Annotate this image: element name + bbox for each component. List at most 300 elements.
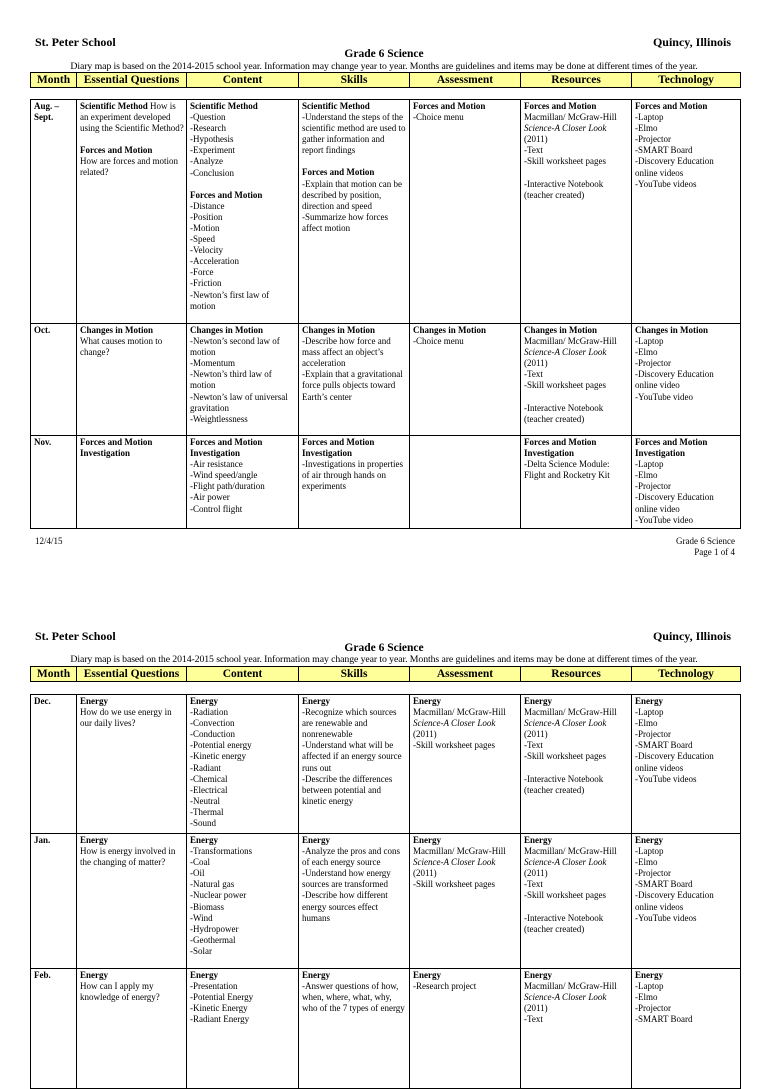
block-heading: Energy: [524, 970, 552, 980]
month-cell: [31, 834, 77, 969]
eq-cell: [77, 834, 187, 969]
block-line: -Distance: [190, 200, 225, 211]
book-title: Science-A Closer Look: [524, 857, 607, 868]
doc-note: Diary map is based on the 2014-2015 school year. Information may change year to year. Months are guidelines and items may be done at different times of the year.: [70, 654, 698, 665]
block-line: (2011): [524, 358, 548, 369]
block-line: Macmillan/ McGraw-Hill: [524, 112, 617, 123]
block-line: -Describe the differences between potential and kinetic energy: [302, 773, 393, 806]
block-line: -Air resistance: [190, 459, 243, 470]
block-heading: Forces and Motion: [302, 167, 375, 178]
cell-block: [413, 835, 518, 890]
col-assessment: Assessment: [410, 73, 521, 88]
city-name: Quincy, Illinois: [652, 629, 731, 643]
block-line: -Describe how different energy sources effect humans: [302, 890, 388, 923]
block-line: -Laptop: [635, 707, 664, 718]
cell-block: [413, 696, 518, 751]
month-label: Oct.: [34, 325, 51, 335]
block-line: -Delta Science Module: Flight and Rocketry Kit: [524, 459, 610, 481]
content-cell: [187, 324, 299, 436]
block-line: -Oil: [190, 868, 205, 879]
book-title: Science-A Closer Look: [524, 123, 607, 134]
eq-cell: [77, 100, 187, 324]
content-cell: [187, 436, 299, 529]
month-label: Feb.: [34, 970, 51, 980]
block-line: (2011): [413, 868, 437, 879]
month-label: Dec.: [34, 696, 51, 706]
book-title: Science-A Closer Look: [524, 347, 607, 358]
block-line: -Nuclear power: [190, 890, 247, 901]
block-heading: Changes in Motion: [413, 325, 487, 335]
block-line: Macmillan/ McGraw-Hill: [524, 981, 617, 992]
block-line: -Elmo: [635, 718, 658, 729]
cell-block: [635, 835, 738, 924]
cell-block: [80, 325, 184, 358]
cell-block: [302, 325, 407, 403]
block-line: -Convection: [190, 718, 235, 729]
col-resources: Resources: [521, 667, 632, 682]
block-line: How can I apply my knowledge of energy?: [80, 981, 160, 1003]
eq-cell: [77, 695, 187, 834]
block-line: [524, 168, 629, 179]
cell-block: [80, 970, 184, 1003]
col-assessment: Assessment: [410, 667, 521, 682]
block-line: -Explain that a gravitational force pulls objects toward Earth’s center: [302, 369, 403, 402]
block-line: -Electrical: [190, 784, 228, 795]
block-line: Macmillan/ McGraw-Hill: [413, 707, 506, 718]
block-line: -Motion: [190, 222, 220, 233]
table-row: [31, 324, 741, 436]
book-title: Science-A Closer Look: [413, 857, 496, 868]
block-line: -Experiment: [190, 145, 235, 156]
block-heading: Scientific Method: [80, 101, 148, 111]
block-line: -Radiant Energy: [190, 1014, 250, 1025]
school-name: St. Peter School: [35, 35, 116, 49]
block-line: -Elmo: [635, 347, 658, 358]
block-line: How is energy involved in the changing of matter?: [80, 846, 176, 868]
cell-block: [413, 101, 518, 123]
column-header-bar: [30, 666, 741, 682]
book-title: Science-A Closer Look: [413, 718, 496, 729]
cell-block: [413, 970, 518, 992]
block-line: -Wind: [190, 912, 213, 923]
block-inline-text: How is an experiment developed using the Scientific Method?: [80, 101, 184, 134]
block-line: -Flight path/duration: [190, 481, 265, 492]
block-line: -Control flight: [190, 503, 243, 514]
skills-cell: [299, 834, 410, 969]
block-line: -Text: [524, 369, 543, 380]
cell-block: [80, 437, 184, 459]
block-line: -Friction: [190, 278, 222, 289]
block-line: -Interactive Notebook (teacher created): [524, 773, 604, 795]
assessment-cell: [410, 834, 521, 969]
block-heading: Energy: [190, 970, 218, 980]
block-heading: Changes in Motion: [80, 325, 154, 335]
block-line: -Radiation: [190, 707, 228, 718]
block-heading: Energy: [190, 835, 218, 845]
block-line: -Question: [190, 112, 226, 123]
cell-block: [524, 101, 629, 201]
cell-block: [302, 970, 407, 1014]
block-line: -Force: [190, 267, 214, 278]
col-skills: Skills: [299, 73, 410, 88]
block-line: -Coal: [190, 857, 210, 868]
block-line: -Discovery Education online video: [635, 492, 714, 514]
block-line: -Interactive Notebook (teacher created): [524, 912, 604, 934]
block-line: -Research project: [413, 981, 477, 992]
cell-block: [635, 437, 738, 526]
cell-block: [635, 101, 738, 190]
block-line: -SMART Board: [635, 145, 693, 156]
cell-block: [302, 101, 407, 156]
block-heading: Energy: [635, 696, 663, 706]
content-cell: [187, 100, 299, 324]
month-cell: [31, 969, 77, 1089]
table-row: [31, 969, 741, 1089]
skills-cell: [299, 695, 410, 834]
block-line: -YouTube videos: [635, 178, 697, 189]
block-line: -Projector: [635, 868, 671, 879]
block-line: (2011): [524, 868, 548, 879]
book-title: Science-A Closer Look: [524, 992, 607, 1003]
block-line: -Laptop: [635, 981, 664, 992]
block-line: -Skill worksheet pages: [524, 380, 606, 391]
block-line: -Projector: [635, 481, 671, 492]
block-line: -Neutral: [190, 795, 220, 806]
block-line: -YouTube video: [635, 391, 694, 402]
block-line: -Skill worksheet pages: [524, 751, 606, 762]
block-heading: Energy: [413, 835, 441, 845]
cell-block: [524, 696, 629, 796]
block-line: -Velocity: [190, 245, 223, 256]
block-line: Macmillan/ McGraw-Hill: [524, 336, 617, 347]
block-line: -Solar: [190, 945, 212, 956]
block-line: -Radiant: [190, 762, 221, 773]
block-line: -Sound: [190, 818, 217, 829]
block-line: -Presentation: [190, 981, 238, 992]
technology-cell: [632, 436, 741, 529]
skills-cell: [299, 969, 410, 1089]
block-line: -Newton’s first law of motion: [190, 289, 270, 311]
block-heading: Forces and Motion Investigation: [190, 437, 263, 459]
skills-cell: [299, 436, 410, 529]
block-heading: Energy: [524, 696, 552, 706]
block-line: -SMART Board: [635, 740, 693, 751]
block-line: -Laptop: [635, 459, 664, 470]
technology-cell: [632, 100, 741, 324]
block-heading: Energy: [190, 696, 218, 706]
block-line: -Natural gas: [190, 879, 235, 890]
block-heading: Energy: [80, 970, 108, 980]
month-label: Aug. –: [34, 101, 60, 111]
block-line: -Text: [524, 740, 543, 751]
block-line: -Momentum: [190, 358, 235, 369]
resources-cell: [521, 436, 632, 529]
block-heading: Forces and Motion: [190, 189, 263, 200]
cell-block: [80, 696, 184, 729]
table-row: [31, 695, 741, 834]
block-line: -Speed: [190, 234, 215, 245]
block-line: -SMART Board: [635, 1014, 693, 1025]
skills-cell: [299, 324, 410, 436]
col-essential-questions: Essential Questions: [77, 73, 187, 88]
resources-cell: [521, 100, 632, 324]
block-heading: Forces and Motion: [635, 101, 708, 111]
diary-table-page-2: [30, 694, 741, 1089]
table-row: [31, 436, 741, 529]
block-line: -Describe how force and mass affect an object’s acceleration: [302, 336, 391, 369]
block-heading: Energy: [302, 835, 330, 845]
technology-cell: [632, 969, 741, 1089]
block-line: [524, 902, 629, 913]
block-line: -Projector: [635, 1003, 671, 1014]
block-heading: Energy: [80, 835, 108, 845]
cell-block: [413, 325, 518, 347]
content-cell: [187, 695, 299, 834]
block-line: -Summarize how forces affect motion: [302, 211, 388, 233]
page-2: [0, 590, 768, 1024]
block-line: [524, 392, 629, 403]
block-line: -Kinetic energy: [190, 751, 247, 762]
block-line: -Conduction: [190, 729, 235, 740]
assessment-cell: [410, 969, 521, 1089]
block-line: -Elmo: [635, 857, 658, 868]
block-line: -Discovery Education online video: [635, 369, 714, 391]
block-line: -Hypothesis: [190, 134, 234, 145]
block-text: [80, 101, 184, 134]
block-line: -YouTube videos: [635, 773, 697, 784]
block-line: -Analyze the pros and cons of each energy source: [302, 846, 400, 868]
cell-block: [190, 437, 296, 515]
block-line: -Skill worksheet pages: [524, 890, 606, 901]
block-heading: Energy: [635, 970, 663, 980]
block-line: -Projector: [635, 134, 671, 145]
resources-cell: [521, 969, 632, 1089]
assessment-cell: [410, 100, 521, 324]
cell-block: [80, 101, 184, 134]
block-line: (2011): [524, 134, 548, 145]
block-line: -Explain that motion can be described by position, direction and speed: [302, 178, 402, 211]
cell-block: [190, 835, 296, 957]
cell-block: [302, 167, 407, 234]
cell-block: [80, 835, 184, 868]
column-header-bar: [30, 72, 741, 88]
block-line: Macmillan/ McGraw-Hill: [413, 846, 506, 857]
month-cell: [31, 324, 77, 436]
diary-table-page-1: [30, 99, 741, 529]
cell-block: [190, 325, 296, 425]
cell-block: [635, 696, 738, 785]
footer-date: 12/4/15: [35, 536, 63, 546]
block-heading: Energy: [302, 970, 330, 980]
block-line: (2011): [524, 729, 548, 740]
block-heading: Changes in Motion: [190, 325, 264, 335]
book-title: Science-A Closer Look: [524, 718, 607, 729]
block-line: -Text: [524, 1014, 543, 1025]
assessment-cell: [410, 695, 521, 834]
table-row: [31, 100, 741, 324]
block-line: -Elmo: [635, 123, 658, 134]
col-content: Content: [187, 73, 299, 88]
cell-block: [190, 970, 296, 1025]
block-line: -Newton’s law of universal gravitation: [190, 391, 288, 413]
block-line: -Interactive Notebook (teacher created): [524, 402, 604, 424]
month-label: Sept.: [34, 112, 54, 123]
block-line: -Text: [524, 879, 543, 890]
block-line: -Conclusion: [190, 167, 234, 178]
block-line: -Choice menu: [413, 336, 464, 347]
block-line: Macmillan/ McGraw-Hill: [524, 707, 617, 718]
cell-block: [302, 835, 407, 924]
block-heading: Forces and Motion: [80, 145, 153, 156]
block-line: -Weightlessness: [190, 413, 248, 424]
block-heading: Forces and Motion Investigation: [302, 437, 375, 459]
block-line: -YouTube videos: [635, 912, 697, 923]
technology-cell: [632, 324, 741, 436]
resources-cell: [521, 834, 632, 969]
technology-cell: [632, 695, 741, 834]
col-skills: Skills: [299, 667, 410, 682]
block-heading: Energy: [635, 835, 663, 845]
block-heading: Forces and Motion: [413, 101, 486, 111]
block-line: -Kinetic Energy: [190, 1003, 248, 1014]
cell-block: [302, 437, 407, 492]
block-line: -Laptop: [635, 112, 664, 123]
block-line: -Thermal: [190, 806, 224, 817]
block-line: -Hydropower: [190, 923, 239, 934]
block-line: -Potential energy: [190, 740, 252, 751]
month-cell: [31, 695, 77, 834]
footer-right: [676, 536, 735, 558]
block-line: (2011): [413, 729, 437, 740]
block-line: -Understand the steps of the scientific method are used to gather information and report findings: [302, 112, 406, 156]
block-line: -Elmo: [635, 992, 658, 1003]
block-line: -Laptop: [635, 846, 664, 857]
block-line: [524, 763, 629, 774]
col-technology: Technology: [632, 73, 741, 88]
block-line: -Investigations in properties of air through hands on experiments: [302, 459, 403, 492]
block-line: -Position: [190, 211, 223, 222]
table-row: [31, 834, 741, 969]
block-line: -Newton’s third law of motion: [190, 369, 272, 391]
technology-cell: [632, 834, 741, 969]
block-line: -Potential Energy: [190, 992, 254, 1003]
block-line: -Understand what will be affected if an energy source runs out: [302, 740, 402, 773]
col-month: Month: [31, 73, 77, 88]
block-heading: Forces and Motion Investigation: [635, 437, 708, 459]
block-heading: Changes in Motion: [302, 325, 376, 335]
resources-cell: [521, 695, 632, 834]
block-line: -Choice menu: [413, 112, 464, 123]
cell-block: [302, 696, 407, 807]
eq-cell: [77, 969, 187, 1089]
content-cell: [187, 834, 299, 969]
block-line: -Skill worksheet pages: [413, 740, 495, 751]
eq-cell: [77, 324, 187, 436]
cell-block: [190, 101, 296, 179]
doc-title: Grade 6 Science: [344, 642, 424, 654]
cell-block: [190, 696, 296, 829]
month-label: Jan.: [34, 835, 51, 845]
block-line: -Wind speed/angle: [190, 470, 258, 481]
eq-cell: [77, 436, 187, 529]
block-line: -Elmo: [635, 470, 658, 481]
block-line: -Skill worksheet pages: [524, 156, 606, 167]
block-line: -Analyze: [190, 156, 223, 167]
block-line: -Projector: [635, 729, 671, 740]
month-cell: [31, 100, 77, 324]
assessment-cell: [410, 436, 521, 529]
resources-cell: [521, 324, 632, 436]
block-line: -Laptop: [635, 336, 664, 347]
cell-block: [635, 325, 738, 403]
block-line: -Interactive Notebook (teacher created): [524, 178, 604, 200]
block-heading: Forces and Motion: [524, 101, 597, 111]
block-line: -Air power: [190, 492, 230, 503]
cell-block: [524, 437, 629, 481]
city-name: Quincy, Illinois: [652, 35, 731, 49]
col-month: Month: [31, 667, 77, 682]
block-heading: Energy: [302, 696, 330, 706]
block-line: -Transformations: [190, 846, 253, 857]
block-heading: Forces and Motion Investigation: [80, 437, 153, 459]
footer-title: Grade 6 Science: [676, 536, 735, 546]
block-line: -Answer questions of how, when, where, what, why, who of the 7 types of energy: [302, 981, 405, 1014]
block-line: -Skill worksheet pages: [413, 879, 495, 890]
col-essential-questions: Essential Questions: [77, 667, 187, 682]
block-line: How do we use energy in our daily lives?: [80, 707, 172, 729]
block-line: Macmillan/ McGraw-Hill: [524, 846, 617, 857]
block-line: -Understand how energy sources are transformed: [302, 868, 391, 890]
doc-title: Grade 6 Science: [344, 48, 424, 60]
cell-block: [80, 145, 184, 178]
block-line: -Discovery Education online videos: [635, 890, 714, 912]
cell-block: [524, 970, 629, 1025]
block-line: -Newton’s second law of motion: [190, 336, 280, 358]
month-cell: [31, 436, 77, 529]
cell-block: [524, 835, 629, 935]
block-heading: Scientific Method: [190, 101, 258, 111]
month-label: Nov.: [34, 437, 52, 447]
skills-cell: [299, 100, 410, 324]
block-heading: Forces and Motion Investigation: [524, 437, 597, 459]
block-line: -Chemical: [190, 773, 228, 784]
block-line: -Research: [190, 123, 226, 134]
block-line: -Projector: [635, 358, 671, 369]
block-line: How are forces and motion related?: [80, 156, 178, 178]
block-line: -Discovery Education online videos: [635, 751, 714, 773]
school-name: St. Peter School: [35, 629, 116, 643]
block-line: -Geothermal: [190, 934, 236, 945]
doc-note: Diary map is based on the 2014-2015 school year. Information may change year to year. Months are guidelines and items may be done at different times of the year.: [70, 61, 698, 72]
assessment-cell: [410, 324, 521, 436]
block-line: -Acceleration: [190, 256, 239, 267]
content-cell: [187, 969, 299, 1089]
block-line: -SMART Board: [635, 879, 693, 890]
block-line: What causes motion to change?: [80, 336, 163, 358]
block-heading: Energy: [413, 970, 441, 980]
block-heading: Energy: [524, 835, 552, 845]
block-line: -Text: [524, 145, 543, 156]
col-resources: Resources: [521, 73, 632, 88]
block-line: (2011): [524, 1003, 548, 1014]
cell-block: [524, 325, 629, 425]
block-heading: Changes in Motion: [524, 325, 598, 335]
footer-page: Page 1 of 4: [694, 547, 735, 557]
block-heading: Changes in Motion: [635, 325, 709, 335]
cell-block: [635, 970, 738, 1025]
cell-block: [190, 190, 296, 312]
block-line: -Discovery Education online videos: [635, 156, 714, 178]
